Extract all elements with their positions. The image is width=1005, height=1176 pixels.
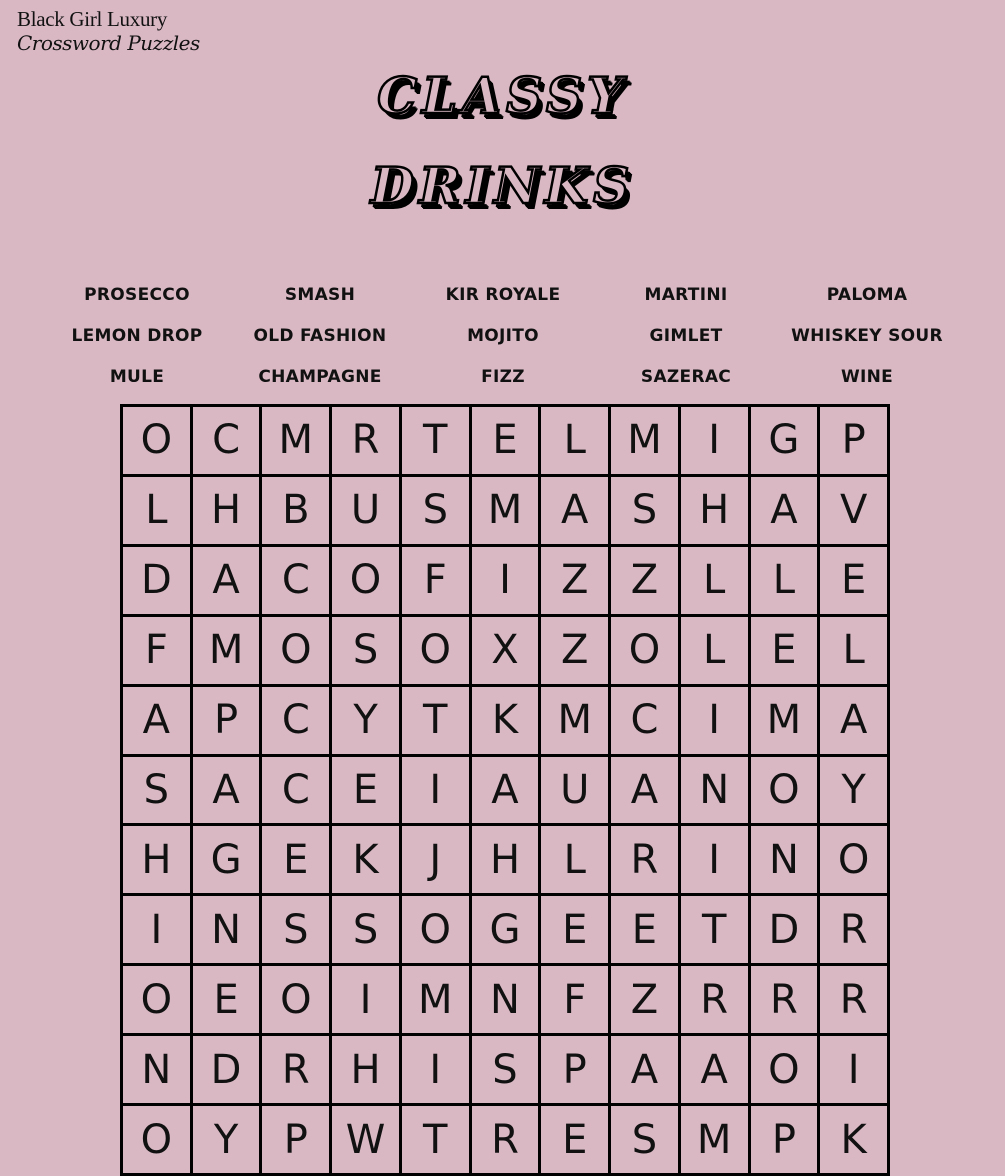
grid-cell[interactable]: J xyxy=(402,826,472,896)
grid-cell[interactable]: S xyxy=(611,1106,681,1176)
grid-cell[interactable]: F xyxy=(541,966,611,1036)
brand-subtitle: Crossword Puzzles xyxy=(17,31,200,55)
grid-cell[interactable]: G xyxy=(193,826,263,896)
grid-cell[interactable]: Z xyxy=(611,547,681,617)
grid-cell[interactable]: E xyxy=(751,617,821,687)
grid-cell[interactable]: B xyxy=(262,477,332,547)
grid-cell[interactable]: M xyxy=(681,1106,751,1176)
grid-cell[interactable]: O xyxy=(751,757,821,827)
grid-cell[interactable]: A xyxy=(681,1036,751,1106)
grid-cell[interactable]: M xyxy=(611,407,681,477)
grid-cell[interactable]: O xyxy=(820,826,890,896)
grid-cell[interactable]: P xyxy=(751,1106,821,1176)
grid-cell[interactable]: E xyxy=(332,757,402,827)
grid-cell[interactable]: O xyxy=(123,966,193,1036)
grid-cell[interactable]: L xyxy=(123,477,193,547)
word-list-item: PALOMA xyxy=(826,285,908,305)
grid-cell[interactable]: K xyxy=(820,1106,890,1176)
grid-cell[interactable]: S xyxy=(472,1036,542,1106)
grid-cell[interactable]: A xyxy=(472,757,542,827)
grid-cell[interactable]: H xyxy=(332,1036,402,1106)
grid-cell[interactable]: Z xyxy=(541,617,611,687)
grid-cell[interactable]: E xyxy=(541,896,611,966)
word-list-item: WINE xyxy=(840,367,894,387)
grid-cell[interactable]: C xyxy=(262,687,332,757)
grid-cell[interactable]: P xyxy=(541,1036,611,1106)
grid-cell[interactable]: H xyxy=(681,477,751,547)
grid-cell[interactable]: D xyxy=(123,547,193,617)
grid-cell[interactable]: O xyxy=(262,617,332,687)
grid-cell[interactable]: A xyxy=(541,477,611,547)
grid-cell[interactable]: D xyxy=(193,1036,263,1106)
grid-cell[interactable]: O xyxy=(332,547,402,617)
grid-cell[interactable]: K xyxy=(332,826,402,896)
word-list-item: OLD FASHION xyxy=(253,326,387,346)
grid-cell[interactable]: E xyxy=(820,547,890,617)
grid-cell[interactable]: R xyxy=(820,896,890,966)
grid-cell[interactable]: U xyxy=(541,757,611,827)
grid-cell[interactable]: A xyxy=(123,687,193,757)
grid-cell[interactable]: C xyxy=(611,687,681,757)
grid-cell[interactable]: I xyxy=(402,1036,472,1106)
grid-cell[interactable]: P xyxy=(193,687,263,757)
word-list-item: MOJITO xyxy=(467,326,539,346)
grid-cell[interactable]: N xyxy=(193,896,263,966)
word-list-item: GIMLET xyxy=(649,326,723,346)
grid-cell[interactable]: M xyxy=(472,477,542,547)
grid-cell[interactable]: N xyxy=(472,966,542,1036)
grid-cell[interactable]: C xyxy=(262,547,332,617)
grid-cell[interactable]: A xyxy=(820,687,890,757)
grid-cell[interactable]: N xyxy=(751,826,821,896)
grid-cell[interactable]: P xyxy=(262,1106,332,1176)
grid-cell[interactable]: I xyxy=(681,407,751,477)
grid-cell[interactable]: M xyxy=(262,407,332,477)
word-list-item: LEMON DROP xyxy=(71,326,203,346)
grid-cell[interactable]: O xyxy=(123,1106,193,1176)
grid-cell[interactable]: T xyxy=(402,1106,472,1176)
grid-cell[interactable]: H xyxy=(472,826,542,896)
grid-cell[interactable]: L xyxy=(541,407,611,477)
grid-cell[interactable]: S xyxy=(123,757,193,827)
grid-cell[interactable]: C xyxy=(262,757,332,827)
grid-cell[interactable]: X xyxy=(472,617,542,687)
grid-cell[interactable]: I xyxy=(472,547,542,617)
grid-cell[interactable]: U xyxy=(332,477,402,547)
grid-cell[interactable]: I xyxy=(681,687,751,757)
grid-cell[interactable]: E xyxy=(541,1106,611,1176)
grid-cell[interactable]: O xyxy=(123,407,193,477)
grid-cell[interactable]: H xyxy=(193,477,263,547)
grid-cell[interactable]: K xyxy=(472,687,542,757)
grid-cell[interactable]: A xyxy=(611,757,681,827)
grid-cell[interactable]: I xyxy=(681,826,751,896)
grid-cell[interactable]: T xyxy=(681,896,751,966)
grid-cell[interactable]: W xyxy=(332,1106,402,1176)
grid-cell[interactable]: Y xyxy=(820,757,890,827)
grid-cell[interactable]: A xyxy=(751,477,821,547)
grid-cell[interactable]: L xyxy=(541,826,611,896)
brand-name: Black Girl Luxury xyxy=(17,7,168,31)
grid-cell[interactable]: O xyxy=(611,617,681,687)
grid-cell[interactable]: S xyxy=(332,617,402,687)
grid-cell[interactable]: O xyxy=(402,617,472,687)
word-list xyxy=(40,283,960,390)
grid-cell[interactable]: R xyxy=(820,966,890,1036)
grid-cell[interactable]: V xyxy=(820,477,890,547)
word-list-item: SAZERAC xyxy=(640,367,732,387)
grid-cell[interactable]: I xyxy=(402,757,472,827)
grid-cell[interactable]: S xyxy=(402,477,472,547)
grid-cell[interactable]: F xyxy=(402,547,472,617)
grid-cell[interactable]: M xyxy=(193,617,263,687)
word-list-item: PROSECCO xyxy=(84,285,190,305)
grid-cell[interactable]: R xyxy=(262,1036,332,1106)
word-list-item: WHISKEY SOUR xyxy=(791,326,943,346)
grid-cell[interactable]: L xyxy=(681,617,751,687)
word-list-item: FIZZ xyxy=(481,367,525,387)
grid-cell[interactable]: D xyxy=(751,896,821,966)
grid-cell[interactable]: E xyxy=(262,826,332,896)
grid-cell[interactable]: N xyxy=(123,1036,193,1106)
grid-cell[interactable]: G xyxy=(751,407,821,477)
puzzle-title-line-1: CLASSY xyxy=(377,66,628,125)
grid-cell[interactable]: S xyxy=(332,896,402,966)
grid-cell[interactable]: E xyxy=(193,966,263,1036)
grid-cell[interactable]: T xyxy=(402,687,472,757)
grid-cell[interactable]: Z xyxy=(541,547,611,617)
word-list-item: MARTINI xyxy=(644,285,728,305)
brand-logo xyxy=(17,6,200,54)
grid-cell[interactable]: E xyxy=(472,407,542,477)
grid-cell[interactable]: O xyxy=(402,896,472,966)
word-list-item: SMASH xyxy=(284,285,356,305)
grid-cell[interactable]: Y xyxy=(193,1106,263,1176)
grid-cell[interactable]: L xyxy=(820,617,890,687)
grid-cell[interactable]: I xyxy=(820,1036,890,1106)
grid-cell[interactable]: Y xyxy=(332,687,402,757)
grid-cell[interactable]: S xyxy=(611,477,681,547)
grid-cell[interactable]: P xyxy=(820,407,890,477)
word-list-item: MULE xyxy=(109,367,165,387)
grid-cell[interactable]: O xyxy=(751,1036,821,1106)
grid-cell[interactable]: S xyxy=(262,896,332,966)
grid-cell[interactable]: R xyxy=(681,966,751,1036)
grid-cell[interactable]: I xyxy=(332,966,402,1036)
grid-cell[interactable]: F xyxy=(123,617,193,687)
grid-cell[interactable]: M xyxy=(751,687,821,757)
grid-cell[interactable]: H xyxy=(123,826,193,896)
grid-cell[interactable]: C xyxy=(193,407,263,477)
word-search-grid xyxy=(120,404,890,1176)
grid-cell[interactable]: R xyxy=(751,966,821,1036)
grid-cell[interactable]: Z xyxy=(611,966,681,1036)
grid-cell[interactable]: A xyxy=(193,757,263,827)
word-list-item: CHAMPAGNE xyxy=(258,367,382,387)
grid-cell[interactable]: E xyxy=(611,896,681,966)
grid-cell[interactable]: L xyxy=(681,547,751,617)
word-list-item: KIR ROYALE xyxy=(445,285,561,305)
grid-cell[interactable]: M xyxy=(541,687,611,757)
grid-cell[interactable]: A xyxy=(611,1036,681,1106)
grid-cell[interactable]: T xyxy=(402,407,472,477)
grid-cell[interactable]: O xyxy=(262,966,332,1036)
grid-cell[interactable]: N xyxy=(681,757,751,827)
grid-cell[interactable]: G xyxy=(472,896,542,966)
grid-cell[interactable]: R xyxy=(611,826,681,896)
puzzle-title-line-2: DRINKS xyxy=(370,156,635,215)
grid-cell[interactable]: I xyxy=(123,896,193,966)
grid-cell[interactable]: R xyxy=(332,407,402,477)
grid-cell[interactable]: L xyxy=(751,547,821,617)
grid-cell[interactable]: R xyxy=(472,1106,542,1176)
grid-cell[interactable]: A xyxy=(193,547,263,617)
grid-cell[interactable]: M xyxy=(402,966,472,1036)
